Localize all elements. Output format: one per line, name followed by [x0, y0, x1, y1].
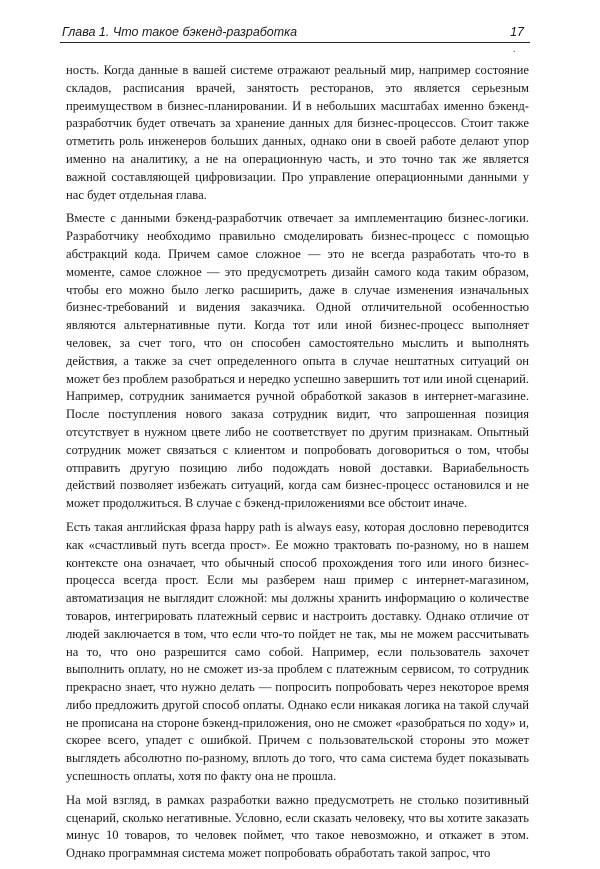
chapter-title: Глава 1. Что такое бэкенд-разработка — [62, 25, 298, 39]
paragraph-4: На мой взгляд, в рамках разработки важно предусмотреть не столько позитивный сценарий, сколько негативные. Условно, если сказать человеку, что вы хотите заказать минус 10 товаров, то человек поймет, что такое невозможно, и откажет в этом. Однако программная система может попробовать обработать такой запрос, что — [66, 792, 529, 861]
paragraph-3: Есть такая английская фраза happy path is always easy, которая дословно переводится как «счастливый путь всегда прост». Ее можно трактовать по-разному, но в нашем контексте она означает, что обычный способ прохождения того или иного бизнес-процесса всегда прост. Если мы разберем наш пример с интернет-магазином, автоматизация не выглядит сложной: мы должны хранить информацию о количестве товаров, интегрировать платежный сервис и настроить доставку. Однако отличие от людей заключается в том, что если что-то пойдет не так, мы не можем рассчитывать на то, что оно разрешится само собой. Например, если пользователь захочет выполнить оплату, но не сможет из-за проблем с платежным сервисом, то сотрудник прекрасно знает, что нужно делать — попросить попробовать через некоторое время либо предложить другой способ оплаты. Однако если никакая логика на такой случай не прописана на стороне бэкенд-приложения, оно не сможет «разобраться по ходу» и, скорее всего, упадет с ошибкой. Причем с пользовательской стороны это может выглядеть абсолютно по-разному, вплоть до того, что сама система будет показывать успешность оплаты, хотя по факту она не прошла. — [66, 519, 529, 784]
page-body — [66, 62, 529, 869]
paragraph-2: Вместе с данными бэкенд-разработчик отвечает за имплементацию бизнес-логики. Разработчику необходимо правильно смоделировать бизнес-процесс с помощью абстракций кода. Причем самое сложное — это не всегда разработать что-то в моменте, самое сложное — это предусмотреть дизайн самого кода таким образом, чтобы его можно было легко расширить, даже в случае изменения изначальных бизнес-требований и видения заказчика. Одной отличительной особенностью являются альтернативные пути. Когда тот или иной бизнес-процесс выполняет человек, за счет того, что он способен самостоятельно мыслить и выполнять действия, а также за счет определенного опыта в случае нештатных ситуаций он может без проблем разобраться и нередко успешно завершить тот или иной сценарий. Например, сотрудник занимается ручной обработкой заказов в интернет-магазине. После поступления нового заказа сотрудник видит, что запрошенная позиция отсутствует в нужном цвете либо не соответствует по другим признакам. Опытный сотрудник может связаться с клиентом и попробовать договориться о том, чтобы отправить другую позицию либо подождать новой доставки. Вариабельность действий позволяет избежать ситуаций, когда сам бизнес-процесс остановился и не может продолжиться. В случае с бэкенд-приложениями все обстоит иначе. — [66, 211, 529, 511]
paragraph-1: ность. Когда данные в вашей системе отражают реальный мир, например состояние складов, расписания врачей, занятость ресторанов, это является серьезным преимуществом в бизнес-планировании. И в небольших масштабах именно бэкенд-разработчик будет отвечать за хранение данных для бизнес-процессов. Стоит также отметить роль инженеров больших данных, однако они в своей работе делают упор именно на аналитику, а не на операционную часть, и это точно так же является важной составляющей цифровизации. Про управление операционными данными у нас будет отдельная глава. — [66, 63, 529, 202]
running-header — [60, 24, 530, 43]
page-number: 17 — [510, 25, 524, 39]
margin-mark: . — [513, 44, 516, 55]
